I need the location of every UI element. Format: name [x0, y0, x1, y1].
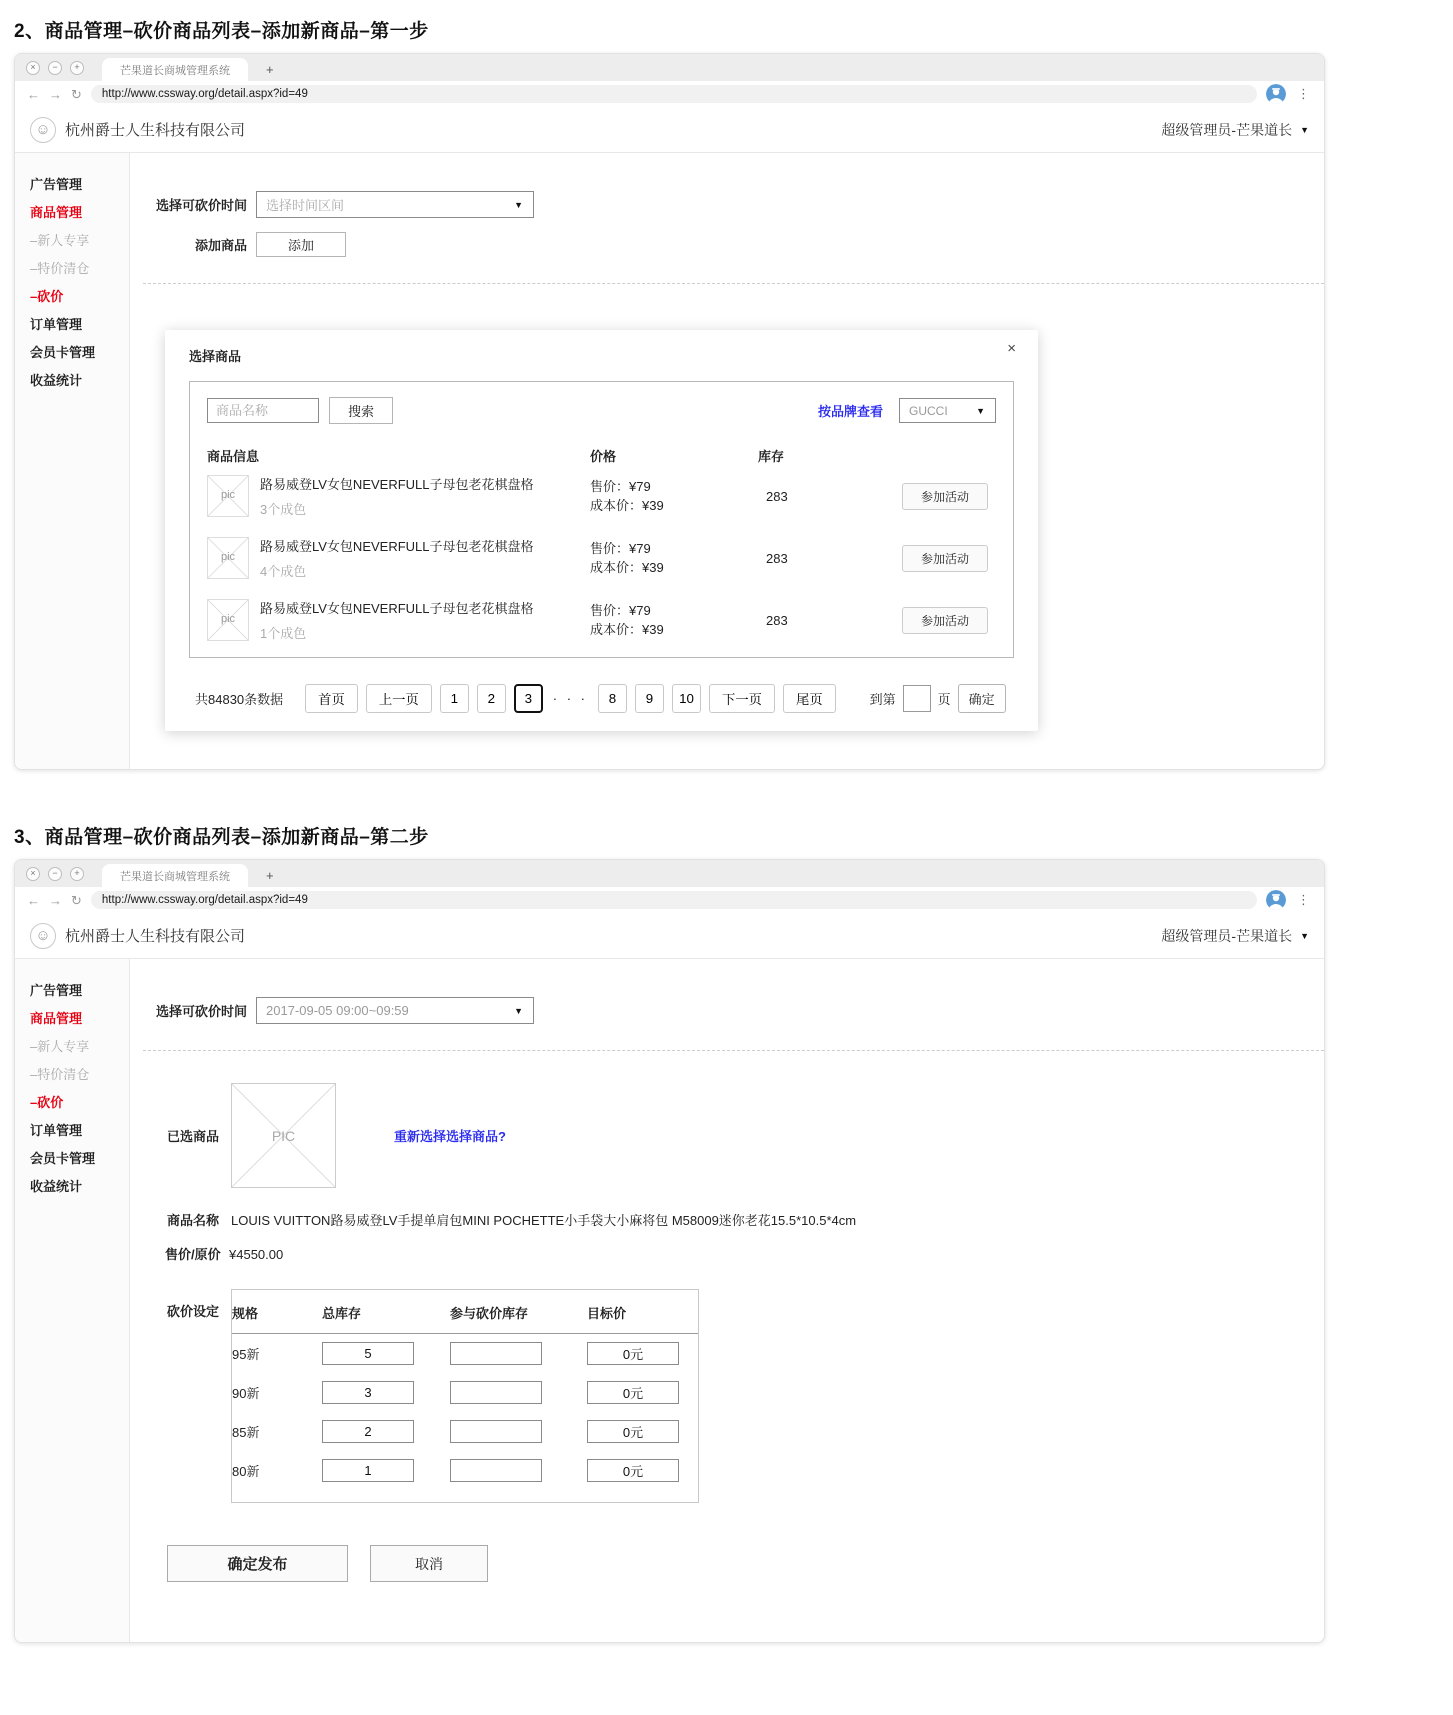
bargain-stock-input[interactable]	[450, 1459, 542, 1482]
bargain-settings-label: 砍价设定	[167, 1304, 220, 1319]
total-stock-input[interactable]	[322, 1420, 414, 1443]
sidebar-item-ad[interactable]: 广告管理	[30, 176, 83, 192]
pagination-page-10[interactable]: 10	[672, 684, 701, 713]
company-logo-icon: ☺	[30, 117, 56, 143]
window-close-button[interactable]: ×	[26, 61, 40, 75]
product-name-label: 商品名称	[167, 1213, 220, 1228]
cost-price: 成本价：¥39	[590, 622, 664, 637]
company-name: 杭州爵士人生科技有限公司	[65, 122, 246, 139]
browser-nav-bar	[15, 887, 1324, 913]
pagination-last-button[interactable]: 尾页	[783, 684, 836, 713]
product-thumbnail	[207, 599, 249, 641]
pagination-page-3-active[interactable]: 3	[514, 684, 543, 713]
browser-tab-bar	[15, 860, 1324, 887]
sidebar-item-goods[interactable]: 商品管理	[30, 204, 83, 220]
admin-dropdown[interactable]	[1161, 120, 1309, 140]
stock-value: 283	[766, 550, 788, 566]
sidebar-item-membercard[interactable]: 会员卡管理	[30, 344, 96, 360]
browser-window-step2	[14, 859, 1325, 1643]
main-content-step2	[130, 959, 1324, 1642]
admin-dropdown[interactable]	[1161, 926, 1309, 946]
column-product-info: 商品信息	[207, 449, 260, 464]
time-select-placeholder: 选择时间区间	[266, 198, 345, 213]
time-select-dropdown[interactable]	[256, 191, 534, 218]
browser-avatar[interactable]	[1266, 84, 1286, 104]
address-bar[interactable]: http://www.cssway.org/detail.aspx?id=49	[91, 891, 1257, 909]
column-total-stock: 总库存	[322, 1306, 362, 1321]
goto-confirm-button[interactable]: 确定	[958, 684, 1006, 713]
stock-value: 283	[766, 488, 788, 504]
bargain-settings-table	[231, 1289, 699, 1503]
pagination	[189, 684, 1014, 713]
stock-value: 283	[766, 612, 788, 628]
window-maximize-button[interactable]: +	[70, 867, 84, 881]
reload-icon[interactable]: ↻	[71, 892, 82, 908]
product-thumbnail	[207, 475, 249, 517]
app-header	[15, 107, 1324, 153]
cost-price: 成本价：¥39	[590, 498, 664, 513]
goto-prefix-label: 到第	[869, 692, 896, 707]
add-button[interactable]: 添加	[256, 232, 346, 257]
settings-row	[232, 1451, 698, 1502]
pagination-goto	[870, 684, 1006, 713]
price-value: ¥4550.00	[229, 1247, 284, 1262]
sidebar-item-bargain[interactable]: –砍价	[30, 288, 64, 304]
reload-icon[interactable]: ↻	[71, 86, 82, 102]
pagination-page-1[interactable]: 1	[440, 684, 469, 713]
close-icon[interactable]: ×	[1007, 340, 1016, 357]
table-row	[207, 527, 996, 589]
table-row	[207, 465, 996, 527]
selected-product-image	[231, 1083, 336, 1188]
product-name-value: LOUIS VUITTON路易威登LV手提单肩包MINI POCHETTE小手袋大小麻将包 M58009迷你老花15.5*10.5*4cm	[231, 1213, 857, 1228]
table-row	[207, 589, 996, 651]
settings-header-row	[232, 1290, 698, 1334]
cost-price: 成本价：¥39	[590, 560, 664, 575]
sidebar-item-bargain[interactable]: –砍价	[30, 1094, 64, 1110]
browser-avatar[interactable]	[1266, 890, 1286, 910]
product-name: 路易威登LV女包NEVERFULL子母包老花棋盘格	[260, 539, 534, 554]
add-product-row	[143, 232, 1324, 257]
section-1-heading: 2、商品管理–砍价商品列表–添加新商品–第一步	[14, 21, 429, 42]
target-price-input[interactable]	[587, 1420, 679, 1443]
admin-name: 超级管理员-芒果道长	[1161, 121, 1293, 138]
bargain-stock-input[interactable]	[450, 1342, 542, 1365]
window-minimize-button[interactable]: −	[48, 867, 62, 881]
browser-tab[interactable]: 芒果道长商城管理系统	[102, 58, 248, 81]
thumbnail-label: pic	[220, 551, 236, 563]
form-actions	[167, 1545, 1324, 1582]
spec-label: 95新	[232, 1347, 260, 1362]
column-price: 价格	[590, 449, 617, 464]
browser-window-step1	[14, 53, 1325, 770]
back-icon[interactable]: ←	[27, 86, 40, 102]
window-controls	[26, 54, 84, 81]
browser-menu-icon[interactable]: ⋮	[1297, 86, 1310, 101]
window-minimize-button[interactable]: −	[48, 61, 62, 75]
sale-price: 售价：¥79	[590, 603, 651, 618]
time-select-label: 选择可砍价时间	[155, 198, 247, 213]
chevron-down-icon: ▼	[1300, 930, 1309, 941]
total-stock-input[interactable]	[322, 1459, 414, 1482]
chevron-down-icon: ▼	[976, 406, 985, 416]
target-price-input[interactable]	[587, 1381, 679, 1404]
settings-row	[232, 1373, 698, 1412]
back-icon[interactable]: ←	[27, 892, 40, 908]
selected-product-row	[143, 1083, 1324, 1188]
cancel-button[interactable]: 取消	[370, 1545, 488, 1582]
add-product-label: 添加商品	[194, 238, 247, 253]
price-row	[143, 1244, 1324, 1263]
sidebar-item-newuser[interactable]: –新人专享	[30, 232, 90, 248]
browser-tab-bar	[15, 54, 1324, 81]
spec-label: 90新	[232, 1386, 260, 1401]
column-target-price: 目标价	[587, 1306, 627, 1321]
search-input[interactable]	[207, 398, 319, 423]
image-placeholder-label: PIC	[271, 1128, 296, 1144]
price-label: 售价/原价	[165, 1247, 221, 1262]
time-select-row	[143, 997, 1324, 1024]
goto-page-input[interactable]	[903, 685, 931, 712]
total-stock-input[interactable]	[322, 1342, 414, 1365]
settings-row	[232, 1412, 698, 1451]
sidebar-item-clearance[interactable]: –特价清仓	[30, 1066, 90, 1082]
new-tab-button[interactable]: +	[266, 62, 274, 77]
brand-select-value: GUCCI	[909, 403, 948, 418]
spec-label: 85新	[232, 1425, 260, 1440]
browser-nav-bar	[15, 81, 1324, 107]
sidebar-item-revenue[interactable]: 收益统计	[30, 372, 83, 388]
address-bar[interactable]: http://www.cssway.org/detail.aspx?id=49	[91, 85, 1257, 103]
product-name: 路易威登LV女包NEVERFULL子母包老花棋盘格	[260, 601, 534, 616]
join-activity-button[interactable]: 参加活动	[902, 483, 988, 510]
sidebar-item-goods[interactable]: 商品管理	[30, 1010, 83, 1026]
selected-product-label: 已选商品	[167, 1129, 220, 1144]
app-header	[15, 913, 1324, 959]
pagination-page-8[interactable]: 8	[598, 684, 627, 713]
sidebar-item-orders[interactable]: 订单管理	[30, 1122, 83, 1138]
sidebar	[15, 959, 130, 1642]
product-variant: 1个成色	[260, 626, 307, 641]
table-header-row	[207, 446, 996, 465]
pagination-prev-button[interactable]: 上一页	[366, 684, 432, 713]
join-activity-button[interactable]: 参加活动	[902, 607, 988, 634]
bargain-stock-input[interactable]	[450, 1420, 542, 1443]
chevron-down-icon: ▼	[514, 200, 523, 210]
chevron-down-icon: ▼	[514, 1006, 523, 1016]
publish-button[interactable]: 确定发布	[167, 1545, 348, 1582]
sidebar-item-revenue[interactable]: 收益统计	[30, 1178, 83, 1194]
bargain-stock-input[interactable]	[450, 1381, 542, 1404]
pagination-total: 共84830条数据	[195, 692, 284, 707]
sidebar-item-clearance[interactable]: –特价清仓	[30, 260, 90, 276]
section-2-heading: 3、商品管理–砍价商品列表–添加新商品–第二步	[14, 827, 429, 848]
product-list-panel	[189, 381, 1014, 658]
brand-select-dropdown[interactable]	[899, 398, 996, 423]
sidebar-item-membercard[interactable]: 会员卡管理	[30, 1150, 96, 1166]
goto-suffix-label: 页	[937, 692, 951, 707]
thumbnail-label: pic	[220, 489, 236, 501]
forward-icon[interactable]: →	[49, 892, 62, 908]
browser-tab[interactable]: 芒果道长商城管理系统	[102, 864, 248, 887]
product-name: 路易威登LV女包NEVERFULL子母包老花棋盘格	[260, 477, 534, 492]
pagination-first-button[interactable]: 首页	[305, 684, 358, 713]
sidebar	[15, 153, 130, 769]
select-product-modal	[165, 330, 1038, 731]
time-select-dropdown[interactable]	[256, 997, 534, 1024]
new-tab-button[interactable]: +	[266, 868, 274, 883]
thumbnail-label: pic	[220, 613, 236, 625]
spec-label: 80新	[232, 1464, 260, 1479]
search-row	[207, 397, 996, 424]
product-variant: 3个成色	[260, 502, 307, 517]
main-content-step1	[130, 153, 1324, 769]
pagination-page-9[interactable]: 9	[635, 684, 664, 713]
window-close-button[interactable]: ×	[26, 867, 40, 881]
time-select-row	[143, 191, 1324, 218]
forward-icon[interactable]: →	[49, 86, 62, 102]
settings-row	[232, 1334, 698, 1373]
column-bargain-stock: 参与砍价库存	[450, 1306, 529, 1321]
join-activity-button[interactable]: 参加活动	[902, 545, 988, 572]
brand-filter	[818, 398, 996, 423]
target-price-input[interactable]	[587, 1342, 679, 1365]
chevron-down-icon: ▼	[1300, 124, 1309, 135]
total-stock-input[interactable]	[322, 1381, 414, 1404]
company-logo-icon: ☺	[30, 923, 56, 949]
sidebar-item-newuser[interactable]: –新人专享	[30, 1038, 90, 1054]
sale-price: 售价：¥79	[590, 479, 651, 494]
pagination-ellipsis: · · ·	[552, 691, 589, 706]
product-thumbnail	[207, 537, 249, 579]
browser-menu-icon[interactable]: ⋮	[1297, 892, 1310, 907]
sidebar-item-orders[interactable]: 订单管理	[30, 316, 83, 332]
pagination-next-button[interactable]: 下一页	[709, 684, 775, 713]
product-variant: 4个成色	[260, 564, 307, 579]
time-select-label: 选择可砍价时间	[155, 1004, 247, 1019]
admin-name: 超级管理员-芒果道长	[1161, 927, 1293, 944]
company-name: 杭州爵士人生科技有限公司	[65, 928, 246, 945]
window-controls	[26, 860, 84, 887]
bargain-settings-row	[143, 1289, 1324, 1503]
brand-view-link[interactable]: 按品牌查看	[817, 404, 883, 419]
modal-title: 选择商品	[189, 349, 242, 364]
sale-price: 售价：¥79	[590, 541, 651, 556]
dashed-divider	[143, 283, 1324, 284]
sidebar-item-ad[interactable]: 广告管理	[30, 982, 83, 998]
product-name-row	[143, 1210, 1324, 1229]
target-price-input[interactable]	[587, 1459, 679, 1482]
time-select-value: 2017-09-05 09:00~09:59	[266, 1003, 409, 1018]
search-button[interactable]: 搜索	[329, 397, 393, 424]
column-spec: 规格	[232, 1306, 259, 1321]
dashed-divider	[143, 1050, 1324, 1051]
pagination-page-2[interactable]: 2	[477, 684, 506, 713]
window-maximize-button[interactable]: +	[70, 61, 84, 75]
column-stock: 库存	[758, 449, 785, 464]
reselect-product-link[interactable]: 重新选择选择商品?	[394, 1129, 506, 1144]
